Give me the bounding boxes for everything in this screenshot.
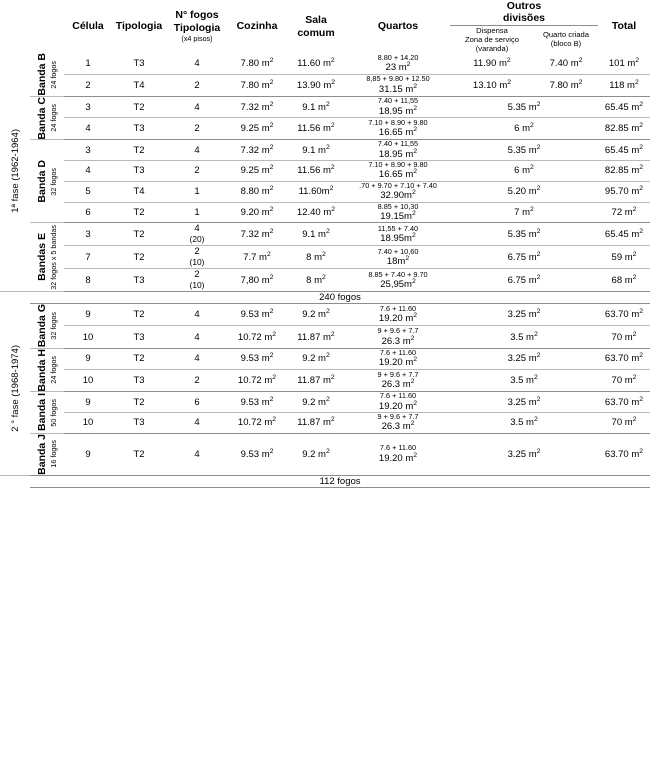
cell-nfogos: 4	[166, 96, 228, 118]
cell-outras-divisoes: 6.75 $m^2$	[450, 246, 598, 269]
cell-cozinha: 7.32 $m^2$	[228, 223, 286, 246]
cell-cozinha: 7.80 $m^2$	[228, 74, 286, 96]
cell-tipologia: T3	[112, 53, 166, 74]
cell-cozinha: 7.7 $m^2$	[228, 246, 286, 269]
cell-total: 70 $m^2$	[598, 412, 650, 433]
cell-total: 72 $m^2$	[598, 202, 650, 223]
cell-quartos	[346, 304, 450, 326]
cell-nfogos: 2 (10)	[166, 269, 228, 292]
cell-quartos-detail: 7.40 + 11,55	[377, 139, 419, 149]
cell-celula: 9	[64, 304, 112, 326]
phase-label: 2 ° fase (1968-1974)	[9, 344, 21, 432]
cell-outras-divisoes: 6.75 $m^2$	[450, 269, 598, 292]
cell-outras-divisoes: 6 $m^2$	[450, 161, 598, 182]
cell-cozinha: 9.53 $m^2$	[228, 304, 286, 326]
band-label-cell	[30, 140, 64, 223]
phase-label-cell	[0, 304, 30, 475]
cell-celula: 9	[64, 433, 112, 475]
cell-tipologia: T2	[112, 433, 166, 475]
phase-total-label: 240 fogos	[30, 292, 650, 304]
cell-nfogos: 2	[166, 74, 228, 96]
cell-sala: 11.60 $m^2$	[286, 53, 346, 74]
table-row	[0, 96, 650, 118]
cell-nfogos: 4	[166, 304, 228, 326]
cell-nfogos: 4	[166, 433, 228, 475]
cell-cozinha: 10.72 $m^2$	[228, 326, 286, 348]
cell-total: 65.45 $m^2$	[598, 96, 650, 118]
cell-outras-divisoes: 3.25 $m^2$	[450, 392, 598, 413]
cell-quartos-total: $19.15m^2$	[380, 209, 416, 222]
cell-outras-divisoes: 5.35 $m^2$	[450, 140, 598, 161]
cell-cozinha: 9.53 $m^2$	[228, 392, 286, 413]
cell-quarto-criada: 7.80 $m^2$	[534, 74, 598, 96]
cell-tipologia: T4	[112, 74, 166, 96]
cell-tipologia: T2	[112, 223, 166, 246]
cell-cozinha: 8.80 $m^2$	[228, 181, 286, 202]
band-note: 32 fogos x 5 bandas	[49, 225, 58, 290]
cell-sala: 9.2 $m^2$	[286, 433, 346, 475]
header-dispensa	[450, 25, 534, 53]
phase-label: 1ª fase (1962-1964)	[9, 129, 21, 214]
cell-quartos-total: 16.65 $m^2$	[378, 168, 418, 181]
cell-quarto-criada: 7.40 $m^2$	[534, 53, 598, 74]
cell-outras-divisoes: 5.35 $m^2$	[450, 96, 598, 118]
cell-quartos	[346, 433, 450, 475]
phase-total-spacer	[0, 475, 30, 487]
cell-celula: 9	[64, 348, 112, 370]
cell-tipologia: T2	[112, 140, 166, 161]
cell-total: 70 $m^2$	[598, 370, 650, 392]
cell-outras-divisoes: 3.25 $m^2$	[450, 348, 598, 370]
header-sala-l2: comum	[297, 26, 335, 39]
cell-quartos-total: 26.3 $m^2$	[381, 420, 415, 433]
cell-quartos-detail: 7.40 + 10,60	[377, 246, 419, 256]
cell-quartos	[346, 53, 450, 74]
cell-quartos-detail: 7.10 + 8.90 + 9.80	[368, 160, 428, 170]
cell-quartos-detail: 8.85 + 10,30	[377, 201, 419, 211]
cell-quartos-detail: 7.6 + 11.60	[379, 304, 417, 314]
band-name: Banda J	[36, 433, 48, 475]
header-celula: Célula	[72, 20, 104, 33]
header-outras-l2: divisões	[502, 12, 546, 25]
cell-celula: 2	[64, 74, 112, 96]
cell-outras-divisoes: 3.5 $m^2$	[450, 412, 598, 433]
cell-quartos-total: 18.95 $m^2$	[378, 147, 418, 160]
band-name: Banda C	[36, 96, 48, 140]
band-note: 24 fogos	[49, 60, 58, 89]
band-note: 32 fogos	[49, 167, 58, 196]
cell-quartos	[346, 74, 450, 96]
band-note: 32 fogos	[49, 312, 58, 340]
phase-label-cell	[0, 53, 30, 292]
cell-dispensa: 11.90 $m^2$	[450, 53, 534, 74]
cell-tipologia: T3	[112, 118, 166, 140]
cell-tipologia: T2	[112, 304, 166, 326]
header-nfogos	[166, 0, 228, 53]
cell-nfogos: 2	[166, 370, 228, 392]
cell-nfogos: 4 (20)	[166, 223, 228, 246]
band-label-cell	[30, 96, 64, 140]
cell-celula: 3	[64, 140, 112, 161]
cell-sala: 11.87 $m^2$	[286, 326, 346, 348]
cell-sala: $11.60m^2$	[286, 181, 346, 202]
cell-celula: 6	[64, 202, 112, 223]
table-row	[0, 370, 650, 392]
header-quarto-criada-l1: Quarto criada	[542, 30, 589, 40]
header-nfogos-l2: Tipologia	[173, 21, 221, 34]
cell-sala: 9.1 $m^2$	[286, 140, 346, 161]
table-row	[0, 304, 650, 326]
cell-quartos	[346, 246, 450, 269]
cell-sala: 11.87 $m^2$	[286, 412, 346, 433]
cell-quartos-detail: .70 + 9.70 + 7.10 + 7.40	[359, 180, 437, 190]
band-name: Banda D	[36, 160, 48, 203]
cell-tipologia: T2	[112, 96, 166, 118]
cell-quartos-detail: 8.80 + 14.20	[377, 52, 419, 62]
header-total: Total	[611, 20, 637, 33]
cell-celula: 4	[64, 161, 112, 182]
cell-tipologia: T3	[112, 269, 166, 292]
cell-sala: 11.87 $m^2$	[286, 370, 346, 392]
cell-sala: 9.2 $m^2$	[286, 392, 346, 413]
cell-quartos	[346, 202, 450, 223]
table-row	[0, 246, 650, 269]
band-note: 50 fogos	[49, 398, 58, 427]
header-nfogos-sub: (x4 pisos)	[181, 34, 213, 44]
cell-quartos-total: 19.20 $m^2$	[378, 399, 418, 412]
table-row	[0, 161, 650, 182]
cell-celula: 10	[64, 370, 112, 392]
table-row	[0, 348, 650, 370]
cell-quartos	[346, 118, 450, 140]
table-row	[0, 53, 650, 74]
cell-tipologia: T2	[112, 246, 166, 269]
header-dispensa-l2: Zona de serviço	[464, 34, 520, 44]
cell-quartos	[346, 412, 450, 433]
band-label-cell	[30, 304, 64, 348]
cell-sala: 9.2 $m^2$	[286, 304, 346, 326]
header-nfogos-l1: N° fogos	[175, 9, 219, 22]
table-body	[0, 53, 650, 487]
cell-tipologia: T2	[112, 392, 166, 413]
cell-outras-divisoes: 6 $m^2$	[450, 118, 598, 140]
cell-nfogos: 2 (10)	[166, 246, 228, 269]
cell-quartos	[346, 140, 450, 161]
header-phase	[0, 0, 30, 53]
cell-quartos-detail: 7.6 + 11.60	[379, 348, 417, 358]
cell-quartos	[346, 269, 450, 292]
cell-total: 82.85 $m^2$	[598, 161, 650, 182]
cell-outras-divisoes: 3.5 $m^2$	[450, 370, 598, 392]
cell-outras-divisoes: 5.35 $m^2$	[450, 223, 598, 246]
cell-total: 59 $m^2$	[598, 246, 650, 269]
cell-nfogos: 4	[166, 326, 228, 348]
cell-total: 70 $m^2$	[598, 326, 650, 348]
band-name: Banda G	[36, 304, 48, 348]
cell-quartos-detail: 8.85 + 7.40 + 9.70	[368, 269, 428, 279]
header-cozinha: Cozinha	[236, 20, 278, 33]
header-dispensa-l1: Dispensa	[476, 25, 508, 35]
cell-total: 95.70 $m^2$	[598, 181, 650, 202]
table-row	[0, 392, 650, 413]
band-name: Bandas E	[36, 233, 48, 282]
cell-total: 118 $m^2$	[598, 74, 650, 96]
cell-tipologia: T3	[112, 326, 166, 348]
header-quarto-criada	[534, 25, 598, 53]
cell-outras-divisoes: 5.20 $m^2$	[450, 181, 598, 202]
cell-quartos-detail: 9 + 9.6 + 7.7	[377, 411, 419, 421]
cell-total: 63.70 $m^2$	[598, 392, 650, 413]
band-label-cell	[30, 348, 64, 392]
cell-cozinha: 9.53 $m^2$	[228, 433, 286, 475]
header-band	[30, 0, 64, 53]
band-note: 16 fogos	[49, 440, 58, 468]
band-label-cell	[30, 223, 64, 292]
phase-total-spacer	[0, 292, 30, 304]
cell-quartos-detail: 9 + 9.6 + 7.7	[377, 326, 419, 336]
cell-total: 63.70 $m^2$	[598, 348, 650, 370]
table-row	[0, 74, 650, 96]
cell-quartos	[346, 161, 450, 182]
band-name: Banda I	[36, 393, 48, 432]
cell-quartos-total: $18.95m^2$	[380, 231, 416, 244]
band-label-cell	[30, 433, 64, 475]
cell-nfogos: 1	[166, 202, 228, 223]
table-row	[0, 118, 650, 140]
cell-quartos-total: 19.20 $m^2$	[378, 356, 418, 369]
cell-quartos-detail: 11,55 + 7.40	[377, 223, 419, 233]
cell-cozinha: 9.25 $m^2$	[228, 161, 286, 182]
cell-tipologia: T4	[112, 181, 166, 202]
cell-celula: 7	[64, 246, 112, 269]
cell-quartos-total: 19.20 $m^2$	[378, 312, 418, 325]
cell-total: 101 $m^2$	[598, 53, 650, 74]
cell-sala: 8 $m^2$	[286, 269, 346, 292]
cell-quartos-detail: 8,85 + 9.80 + 12.50	[366, 74, 430, 84]
cell-dispensa: 13.10 $m^2$	[450, 74, 534, 96]
cell-sala: 13.90 $m^2$	[286, 74, 346, 96]
table-row	[0, 181, 650, 202]
cell-cozinha: 10.72 $m^2$	[228, 412, 286, 433]
cell-sala: 9.1 $m^2$	[286, 223, 346, 246]
cell-total: 68 $m^2$	[598, 269, 650, 292]
cell-outras-divisoes: 3.25 $m^2$	[450, 304, 598, 326]
cell-tipologia: T2	[112, 202, 166, 223]
cell-celula: 9	[64, 392, 112, 413]
cell-sala: 9.1 $m^2$	[286, 96, 346, 118]
cell-nfogos: 1	[166, 181, 228, 202]
cell-quartos-total: 19.20 $m^2$	[378, 451, 418, 464]
header-quarto-criada-l2: (bloco B)	[550, 39, 582, 49]
cell-celula: 3	[64, 223, 112, 246]
header-sala-l1: Sala	[305, 14, 327, 27]
band-name: Banda H	[36, 348, 48, 392]
header-outras-l1: Outros	[506, 0, 542, 12]
cell-tipologia: T2	[112, 348, 166, 370]
cell-celula: 10	[64, 412, 112, 433]
table-row	[0, 412, 650, 433]
band-label-cell	[30, 392, 64, 434]
table-row	[0, 202, 650, 223]
cell-celula: 3	[64, 96, 112, 118]
cell-total: 65.45 $m^2$	[598, 140, 650, 161]
cell-nfogos: 4	[166, 412, 228, 433]
cell-quartos	[346, 181, 450, 202]
cell-cozinha: 7.32 $m^2$	[228, 96, 286, 118]
cell-cozinha: 7.32 $m^2$	[228, 140, 286, 161]
table-header	[0, 0, 650, 53]
table-row	[0, 140, 650, 161]
band-label-cell	[30, 53, 64, 96]
cell-quartos-total: 26.3 $m^2$	[381, 334, 415, 347]
cell-outras-divisoes: 7 $m^2$	[450, 202, 598, 223]
cell-celula: 8	[64, 269, 112, 292]
cell-quartos	[346, 370, 450, 392]
cell-quartos-total: $25,95m^2$	[380, 277, 416, 290]
table-row	[0, 326, 650, 348]
cell-tipologia: T3	[112, 412, 166, 433]
cell-cozinha: 7.80 $m^2$	[228, 53, 286, 74]
cell-quartos-total: 31.15 $m^2$	[378, 82, 418, 95]
cell-celula: 5	[64, 181, 112, 202]
header-sala	[286, 0, 346, 53]
header-dispensa-l3: (varanda)	[475, 43, 509, 53]
phase-total-row	[0, 292, 650, 304]
cell-nfogos: 4	[166, 53, 228, 74]
cell-quartos	[346, 348, 450, 370]
cell-quartos	[346, 326, 450, 348]
cell-total: 63.70 $m^2$	[598, 304, 650, 326]
cell-quartos-detail: 7.6 + 11.60	[379, 443, 417, 453]
cell-quartos-total: 26.3 $m^2$	[381, 378, 415, 391]
cell-cozinha: 9.53 $m^2$	[228, 348, 286, 370]
cell-total: 63.70 $m^2$	[598, 433, 650, 475]
cell-quartos-total: 18.95 $m^2$	[378, 104, 418, 117]
cell-outras-divisoes: 3.5 $m^2$	[450, 326, 598, 348]
header-tipologia: Tipologia	[115, 20, 163, 33]
cell-sala: 11.56 $m^2$	[286, 118, 346, 140]
cell-nfogos: 4	[166, 348, 228, 370]
phase-total-label: 112 fogos	[30, 475, 650, 487]
cell-tipologia: T3	[112, 370, 166, 392]
cell-celula: 4	[64, 118, 112, 140]
cell-quartos-detail: 9 + 9.6 + 7.7	[377, 369, 419, 379]
header-outras-divisoes	[450, 0, 598, 25]
cell-cozinha: 9.20 $m^2$	[228, 202, 286, 223]
cell-tipologia: T3	[112, 161, 166, 182]
phase-total-row	[0, 475, 650, 487]
cell-quartos-total: $18m^2$	[386, 254, 410, 267]
cell-sala: 11.56 $m^2$	[286, 161, 346, 182]
cell-quartos-total: 23 $m^2$	[385, 60, 411, 73]
cell-quartos	[346, 392, 450, 413]
band-note: 24 fogos	[49, 356, 58, 384]
cell-total: 82.85 $m^2$	[598, 118, 650, 140]
cell-outras-divisoes: 3.25 $m^2$	[450, 433, 598, 475]
cell-celula: 1	[64, 53, 112, 74]
band-note: 24 fogos	[49, 104, 58, 132]
cell-quartos-total: $32.90m^2$	[380, 189, 416, 202]
cell-cozinha: 10.72 $m^2$	[228, 370, 286, 392]
table-row	[0, 433, 650, 475]
cell-cozinha: 9.25 $m^2$	[228, 118, 286, 140]
header-quartos: Quartos	[377, 20, 419, 33]
cell-nfogos: 2	[166, 161, 228, 182]
cell-quartos	[346, 223, 450, 246]
cell-cozinha: 7,80 $m^2$	[228, 269, 286, 292]
cell-nfogos: 6	[166, 392, 228, 413]
cell-quartos	[346, 96, 450, 118]
cell-nfogos: 4	[166, 140, 228, 161]
cell-total: 65.45 $m^2$	[598, 223, 650, 246]
band-name: Banda B	[36, 53, 48, 96]
table-row	[0, 223, 650, 246]
cell-quartos-total: 16.65 $m^2$	[378, 126, 418, 139]
cell-nfogos: 2	[166, 118, 228, 140]
cell-quartos-detail: 7.10 + 8.90 + 9.80	[368, 117, 428, 127]
cell-quartos-detail: 7.40 + 11,55	[377, 96, 419, 106]
cell-sala: 8 $m^2$	[286, 246, 346, 269]
cell-sala: 12.40 $m^2$	[286, 202, 346, 223]
cell-quartos-detail: 7.6 + 11.60	[379, 391, 417, 401]
table-row	[0, 269, 650, 292]
cell-sala: 9.2 $m^2$	[286, 348, 346, 370]
cell-celula: 10	[64, 326, 112, 348]
